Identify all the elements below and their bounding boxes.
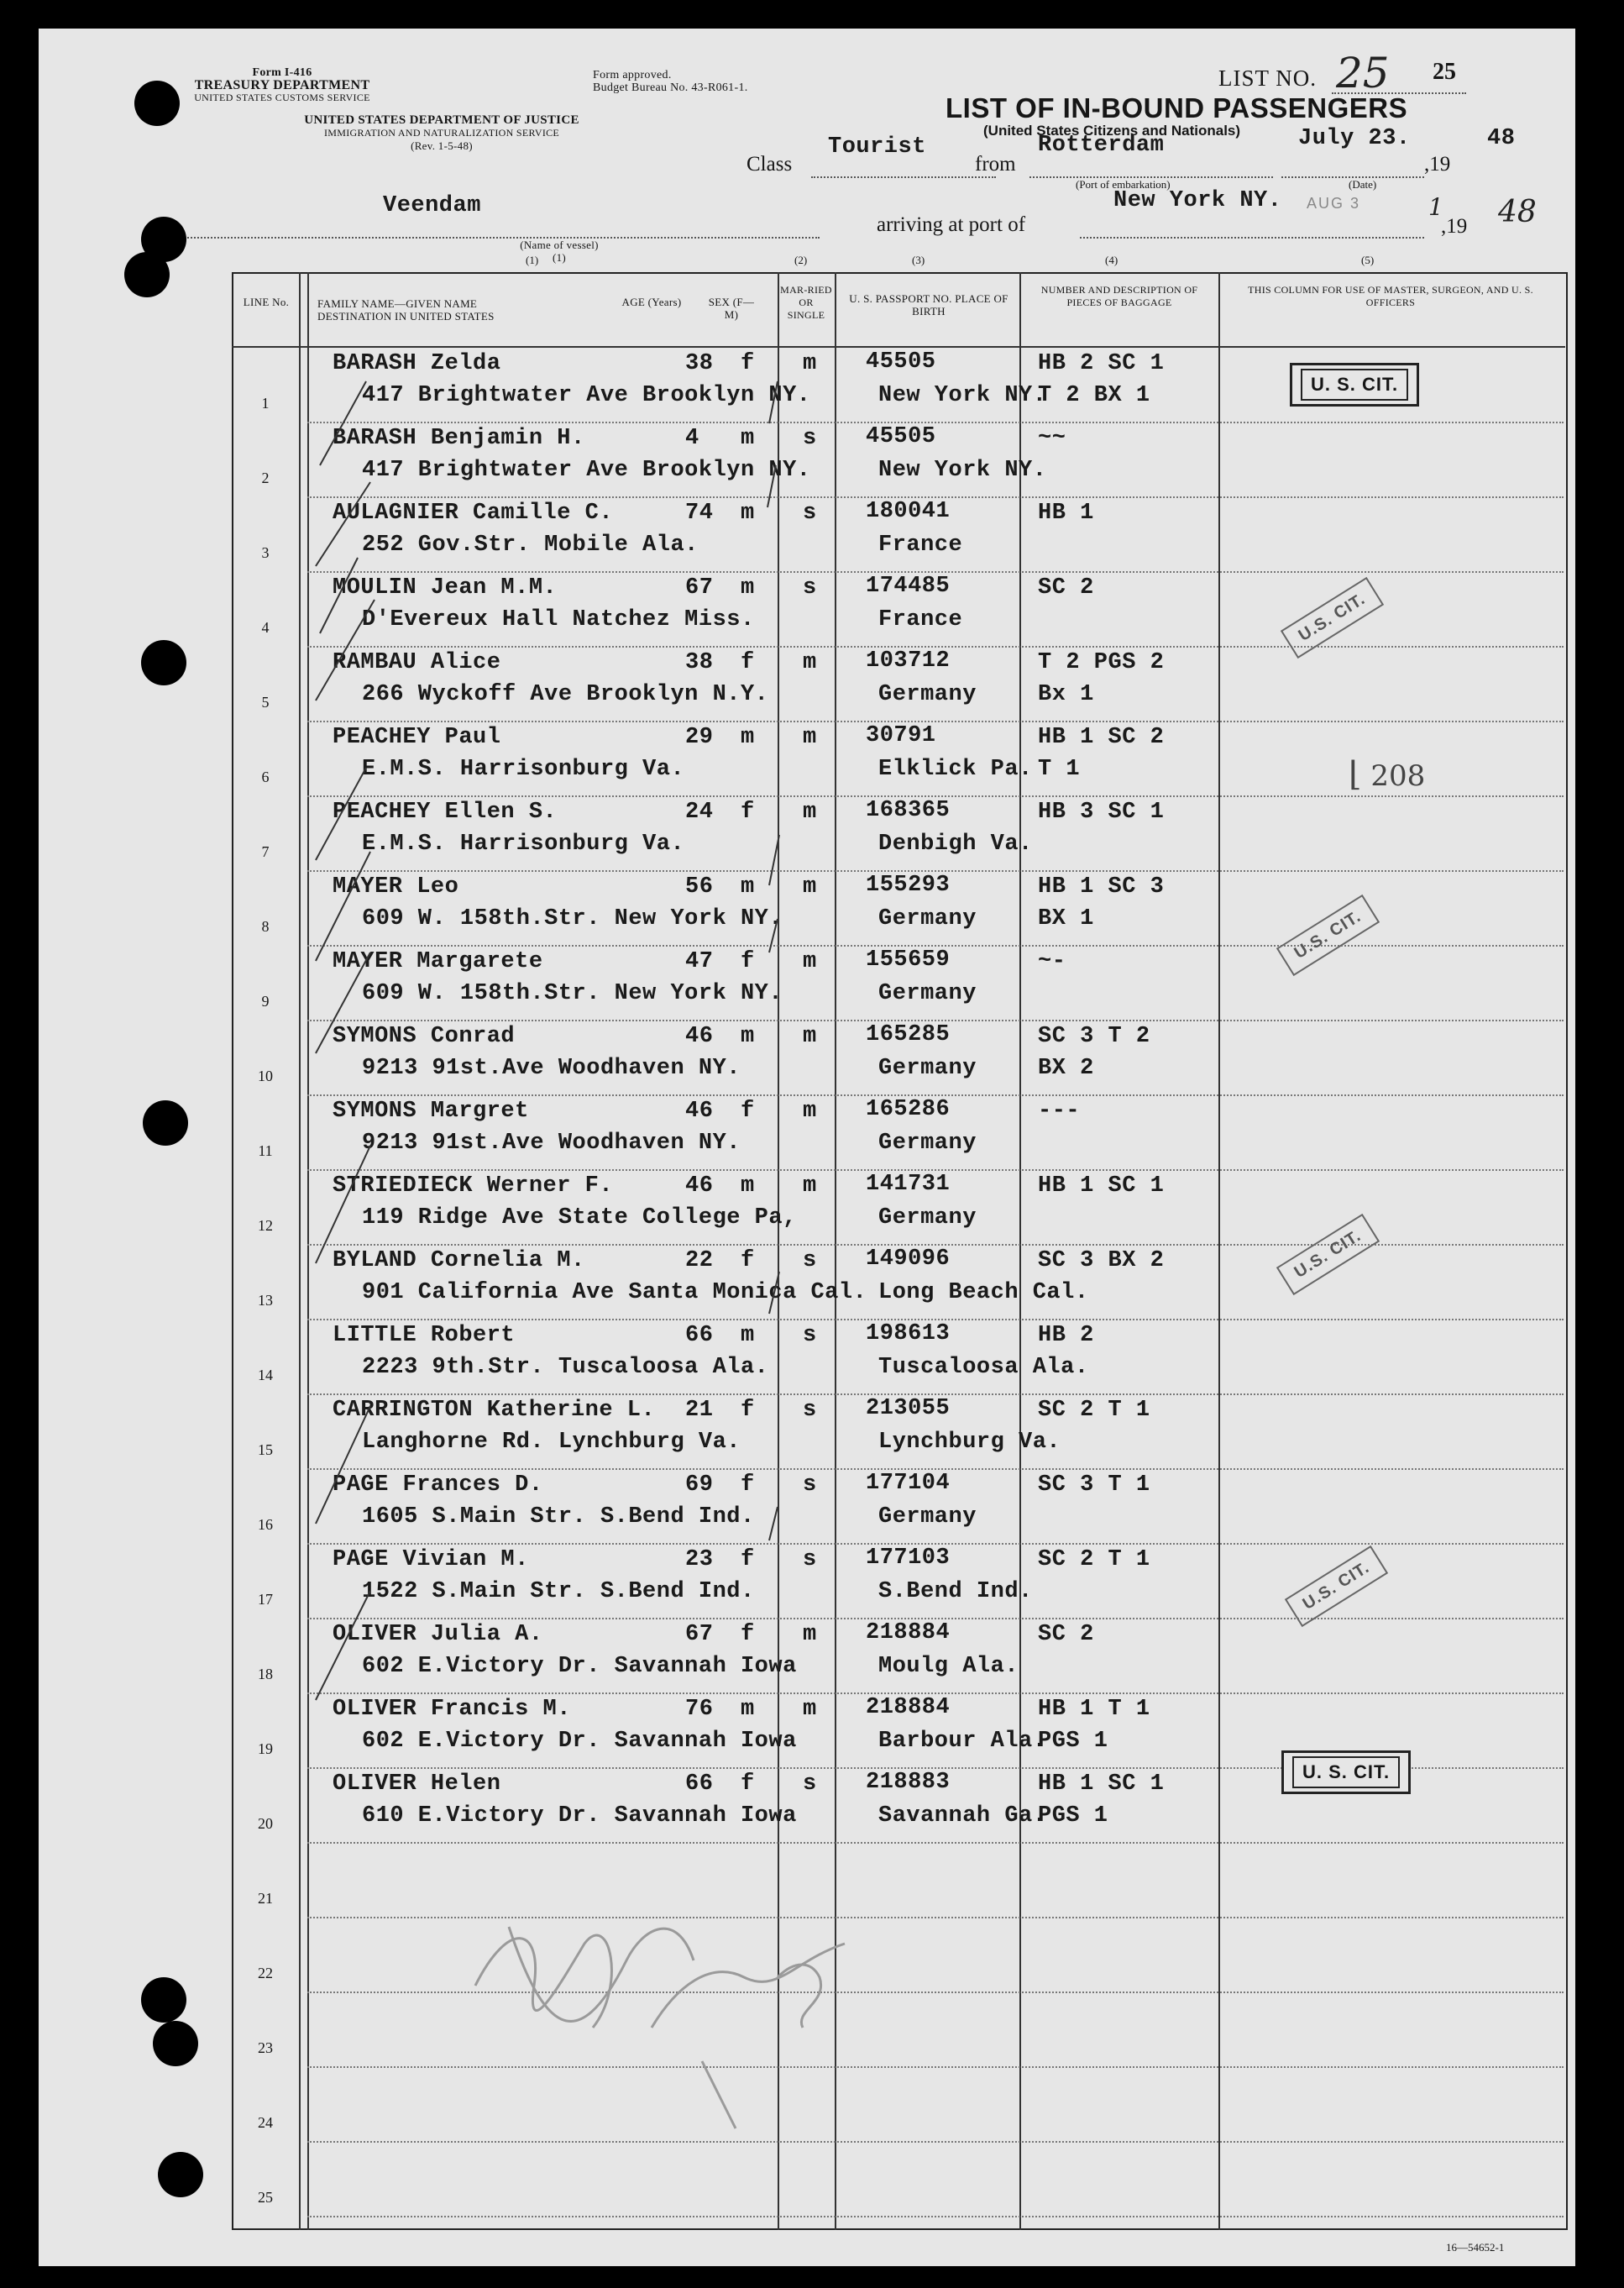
passenger-name: MAYER Leo <box>333 874 459 900</box>
col-num-1: (1) <box>526 254 539 266</box>
line-number: 10 <box>258 1068 273 1084</box>
handwritten-marks <box>39 29 1575 2266</box>
baggage-line-2: BX 1 <box>1038 906 1094 931</box>
line-number: 19 <box>258 1740 273 1757</box>
baggage-line-1: SC 3 T 2 <box>1038 1024 1150 1049</box>
officer-note-text: 208 <box>1370 759 1426 793</box>
arrival-hand-mark: 1 <box>1428 193 1443 221</box>
passenger-sex: f <box>741 351 755 376</box>
destination-address: 252 Gov.Str. Mobile Ala. <box>362 533 699 558</box>
baggage-line-1: HB 3 SC 1 <box>1038 800 1165 825</box>
place-of-birth: Elklick Pa. <box>878 757 1033 782</box>
passenger-sex: f <box>741 1398 755 1423</box>
passenger-sex: f <box>741 1547 755 1572</box>
passport-number: 218884 <box>866 1695 951 1720</box>
passenger-age: 74 <box>685 501 714 526</box>
arriving-value: New York NY. <box>1113 188 1282 213</box>
line-number: 4 <box>261 619 270 636</box>
arrival-year-prefix: ,19 <box>1441 215 1468 238</box>
line-number: 16 <box>258 1516 273 1533</box>
line-number: 3 <box>261 544 270 561</box>
passenger-name: PAGE Frances D. <box>333 1472 543 1498</box>
place-of-birth: Germany <box>878 981 977 1006</box>
passenger-age: 29 <box>685 725 714 750</box>
passenger-sex: f <box>741 1248 755 1273</box>
from-label: from <box>975 153 1016 176</box>
destination-address: D'Evereux Hall Natchez Miss. <box>362 607 755 632</box>
place-of-birth: Germany <box>878 1504 977 1530</box>
passenger-marital: m <box>803 949 817 974</box>
manifest-page <box>39 29 1575 2266</box>
place-of-birth: New York NY. <box>878 458 1047 483</box>
line-number: 18 <box>258 1666 273 1682</box>
signature <box>475 1927 845 2128</box>
baggage-line-1: HB 1 <box>1038 501 1094 526</box>
destination-address: 417 Brightwater Ave Brooklyn NY. <box>362 383 811 408</box>
line-number: 6 <box>261 769 270 785</box>
baggage-line-2: T 1 <box>1038 757 1081 782</box>
from-value: Rotterdam <box>1038 133 1165 158</box>
customs-service: UNITED STATES CUSTOMS SERVICE <box>194 92 370 103</box>
passenger-marital: m <box>803 874 817 900</box>
passenger-name: BARASH Benjamin H. <box>333 426 585 451</box>
passport-number: 218884 <box>866 1620 951 1645</box>
binder-hole <box>158 2152 203 2197</box>
baggage-line-1: ~- <box>1038 949 1066 974</box>
place-of-birth: S.Bend Ind. <box>878 1579 1033 1604</box>
baggage-line-1: HB 1 SC 2 <box>1038 725 1165 750</box>
baggage-line-1: SC 2 T 1 <box>1038 1547 1150 1572</box>
passenger-sex: f <box>741 1771 755 1797</box>
passenger-marital: s <box>803 1398 817 1423</box>
passenger-sex: m <box>741 725 755 750</box>
passenger-marital: s <box>803 1472 817 1498</box>
binder-hole <box>141 640 186 685</box>
passport-number: 174485 <box>866 574 951 599</box>
us-cit-stamp-row-12: U.S. CIT. <box>1276 1214 1380 1295</box>
line-number: 11 <box>258 1142 273 1159</box>
line-number: 13 <box>258 1292 273 1309</box>
passenger-sex: m <box>741 1173 755 1199</box>
destination-address: 1605 S.Main Str. S.Bend Ind. <box>362 1504 755 1530</box>
passenger-age: 67 <box>685 1622 714 1647</box>
baggage-line-1: HB 1 T 1 <box>1038 1697 1150 1722</box>
passenger-sex: m <box>741 1323 755 1348</box>
passenger-name: PEACHEY Ellen S. <box>333 800 558 825</box>
line-number: 25 <box>258 2189 273 2206</box>
passenger-age: 66 <box>685 1771 714 1797</box>
baggage-line-2: BX 2 <box>1038 1056 1094 1081</box>
baggage-line-1: T 2 PGS 2 <box>1038 650 1165 675</box>
passenger-name: OLIVER Julia A. <box>333 1622 543 1647</box>
destination-address: 2223 9th.Str. Tuscaloosa Ala. <box>362 1355 769 1380</box>
passenger-sex: f <box>741 1472 755 1498</box>
passenger-marital: m <box>803 800 817 825</box>
destination-address: 602 E.Victory Dr. Savannah Iowa <box>362 1654 797 1679</box>
passenger-sex: f <box>741 800 755 825</box>
col-num-3: (3) <box>912 254 925 266</box>
passenger-name: BARASH Zelda <box>333 351 501 376</box>
binder-hole <box>141 1977 186 2023</box>
us-cit-stamp-row-4: U.S. CIT. <box>1281 577 1384 659</box>
passenger-name: SYMONS Margret <box>333 1099 529 1124</box>
passport-number: 177103 <box>866 1545 951 1571</box>
baggage-line-1: SC 2 <box>1038 1622 1094 1647</box>
budget-bureau: Budget Bureau No. 43-R061-1. <box>593 81 748 94</box>
place-of-birth: Long Beach Cal. <box>878 1280 1089 1305</box>
passport-number: 165285 <box>866 1022 951 1047</box>
line-number: 12 <box>258 1217 273 1234</box>
passenger-sex: f <box>741 949 755 974</box>
passenger-name: OLIVER Francis M. <box>333 1697 571 1722</box>
col-num-2: (2) <box>794 254 808 266</box>
place-of-birth: Moulg Ala. <box>878 1654 1019 1679</box>
passenger-sex: f <box>741 650 755 675</box>
col-header-sex: SEX (F—M) <box>708 296 755 321</box>
col-header-officers: THIS COLUMN FOR USE OF MASTER, SURGEON, AND U. S. OFFICERS <box>1248 284 1533 308</box>
line-number: 23 <box>258 2039 273 2056</box>
col-header-baggage: NUMBER AND DESCRIPTION OF PIECES OF BAGGAGE <box>1040 284 1198 308</box>
passenger-marital: s <box>803 1547 817 1572</box>
vessel-value: Veendam <box>383 193 481 218</box>
passenger-age: 23 <box>685 1547 714 1572</box>
list-no-handwritten: 25 <box>1336 49 1390 97</box>
passenger-age: 24 <box>685 800 714 825</box>
destination-address: E.M.S. Harrisonburg Va. <box>362 832 685 857</box>
passenger-sex: m <box>741 426 755 451</box>
destination-address: 119 Ridge Ave State College Pa, <box>362 1205 797 1231</box>
place-of-birth: France <box>878 607 963 632</box>
passenger-age: 56 <box>685 874 714 900</box>
baggage-line-1: --- <box>1038 1099 1081 1124</box>
line-number: 15 <box>258 1441 273 1458</box>
passport-number: 45505 <box>866 424 936 449</box>
passenger-age: 66 <box>685 1323 714 1348</box>
passenger-name: OLIVER Helen <box>333 1771 501 1797</box>
destination-address: 9213 91st.Ave Woodhaven NY. <box>362 1056 741 1081</box>
officer-tick-mark: ⌊ <box>1349 755 1362 794</box>
passenger-age: 21 <box>685 1398 714 1423</box>
class-label: Class <box>747 153 793 176</box>
destination-address: 609 W. 158th.Str. New York NY. <box>362 906 783 931</box>
line-number: 22 <box>258 1965 273 1981</box>
passenger-marital: s <box>803 1323 817 1348</box>
place-of-birth: France <box>878 533 963 558</box>
baggage-line-1: SC 3 T 1 <box>1038 1472 1150 1498</box>
list-no-label: LIST NO. <box>1218 66 1318 91</box>
passport-number: 198613 <box>866 1321 951 1346</box>
baggage-line-1: SC 3 BX 2 <box>1038 1248 1165 1273</box>
passport-number: 180041 <box>866 499 951 524</box>
line-number: 17 <box>258 1591 273 1608</box>
class-value: Tourist <box>828 134 926 160</box>
place-of-birth: Lynchburg Va. <box>878 1430 1061 1455</box>
passenger-marital: s <box>803 501 817 526</box>
form-approved: Form approved. <box>593 69 672 81</box>
passenger-sex: f <box>741 1622 755 1647</box>
passenger-marital: m <box>803 1697 817 1722</box>
passenger-name: PEACHEY Paul <box>333 725 501 750</box>
passenger-name: MOULIN Jean M.M. <box>333 575 558 601</box>
passenger-age: 38 <box>685 650 714 675</box>
baggage-line-2: Bx 1 <box>1038 682 1094 707</box>
place-of-birth: Germany <box>878 682 977 707</box>
passenger-age: 76 <box>685 1697 714 1722</box>
baggage-line-1: HB 1 SC 1 <box>1038 1173 1165 1199</box>
passport-number: 141731 <box>866 1172 951 1197</box>
page-subtitle: (United States Citizens and Nationals) <box>983 123 1241 139</box>
line-number: 9 <box>261 993 270 1010</box>
passenger-name: SYMONS Conrad <box>333 1024 516 1049</box>
passenger-sex: m <box>741 874 755 900</box>
passport-number: 168365 <box>866 798 951 823</box>
col-num-4: (4) <box>1105 254 1118 266</box>
destination-address: 609 W. 158th.Str. New York NY. <box>362 981 783 1006</box>
passenger-marital: m <box>803 725 817 750</box>
passenger-sex: m <box>741 1697 755 1722</box>
baggage-line-1: SC 2 T 1 <box>1038 1398 1150 1423</box>
binder-hole <box>134 81 180 126</box>
col-header-destination: DESTINATION IN UNITED STATES <box>317 310 495 323</box>
treasury-dept: TREASURY DEPARTMENT <box>194 78 370 92</box>
passport-number: 155293 <box>866 873 951 898</box>
place-of-birth: Germany <box>878 906 977 931</box>
line-number: 2 <box>261 470 270 486</box>
col-num-5: (5) <box>1361 254 1375 266</box>
baggage-line-2: PGS 1 <box>1038 1803 1108 1829</box>
passenger-sex: m <box>741 575 755 601</box>
revision: (Rev. 1-5-48) <box>411 139 473 152</box>
passenger-sex: m <box>741 501 755 526</box>
tick-mark <box>320 381 366 465</box>
passenger-name: LITTLE Robert <box>333 1323 516 1348</box>
passenger-age: 38 <box>685 351 714 376</box>
list-no-typed: 25 <box>1433 59 1456 85</box>
baggage-line-2: PGS 1 <box>1038 1729 1108 1754</box>
place-of-birth: Germany <box>878 1056 977 1081</box>
passenger-marital: m <box>803 1024 817 1049</box>
baggage-line-1: HB 1 SC 1 <box>1038 1771 1165 1797</box>
passenger-sex: f <box>741 1099 755 1124</box>
destination-address: 602 E.Victory Dr. Savannah Iowa <box>362 1729 797 1754</box>
stamp-text: U. S. CIT. <box>1292 1756 1400 1788</box>
passport-number: 30791 <box>866 723 936 748</box>
passenger-age: 47 <box>685 949 714 974</box>
passenger-marital: s <box>803 1771 817 1797</box>
immigration-service: IMMIGRATION AND NATURALIZATION SERVICE <box>323 127 560 139</box>
baggage-line-1: HB 2 <box>1038 1323 1094 1348</box>
line-number: 7 <box>261 843 270 860</box>
place-of-birth: Tuscaloosa Ala. <box>878 1355 1089 1380</box>
page-title: LIST OF IN-BOUND PASSENGERS <box>946 92 1408 123</box>
us-cit-stamp-row-17: U.S. CIT. <box>1285 1545 1388 1627</box>
passenger-sex: m <box>741 1024 755 1049</box>
line-number: 24 <box>258 2114 273 2131</box>
passenger-name: CARRINGTON Katherine L. <box>333 1398 656 1423</box>
passenger-name: AULAGNIER Camille C. <box>333 501 614 526</box>
port-embark-caption: (Port of embarkation) <box>1076 178 1171 191</box>
baggage-line-1: HB 2 SC 1 <box>1038 351 1165 376</box>
baggage-line-1: ~~ <box>1038 426 1066 451</box>
year-value: 48 <box>1487 126 1516 151</box>
col-header-passport: U. S. PASSPORT NO. PLACE OF BIRTH <box>849 292 1008 317</box>
baggage-line-1: HB 1 SC 3 <box>1038 874 1165 900</box>
year-prefix: ,19 <box>1424 153 1451 176</box>
passenger-age: 46 <box>685 1024 714 1049</box>
passenger-name: STRIEDIECK Werner F. <box>333 1173 614 1199</box>
line-number: 21 <box>258 1890 273 1907</box>
col-header-line-no: LINE No. <box>243 296 290 308</box>
line-number: 8 <box>261 918 270 935</box>
line-number: 1 <box>261 395 270 412</box>
passenger-age: 46 <box>685 1099 714 1124</box>
place-of-birth: Germany <box>878 1205 977 1231</box>
col-header-age: AGE (Years) <box>621 296 682 308</box>
line-number: 5 <box>261 694 270 711</box>
arrival-date-stamp: AUG 3 <box>1307 195 1361 212</box>
passenger-name: PAGE Vivian M. <box>333 1547 529 1572</box>
col-header-name-text: FAMILY NAME—GIVEN NAME <box>317 297 478 310</box>
passenger-age: 69 <box>685 1472 714 1498</box>
baggage-line-2: T 2 BX 1 <box>1038 383 1150 408</box>
footer-code: 16—54652-1 <box>1446 2241 1505 2254</box>
binder-hole <box>153 2021 198 2066</box>
passenger-name: RAMBAU Alice <box>333 650 501 675</box>
date-caption: (Date) <box>1349 178 1377 191</box>
passenger-marital: m <box>803 1099 817 1124</box>
passenger-age: 67 <box>685 575 714 601</box>
passenger-marital: m <box>803 1622 817 1647</box>
passport-number: 213055 <box>866 1396 951 1421</box>
date-value: July 23. <box>1298 126 1411 151</box>
vessel-caption-num: (1) <box>552 251 567 264</box>
passport-number: 177104 <box>866 1471 951 1496</box>
destination-address: Langhorne Rd. Lynchburg Va. <box>362 1430 741 1455</box>
justice-dept: UNITED STATES DEPARTMENT OF JUSTICE <box>304 113 579 127</box>
passenger-marital: s <box>803 575 817 601</box>
passenger-age: 46 <box>685 1173 714 1199</box>
arrival-year-hand: 48 <box>1498 195 1537 229</box>
line-number: 14 <box>258 1367 273 1383</box>
passport-number: 155659 <box>866 947 951 973</box>
passport-number: 165286 <box>866 1097 951 1122</box>
destination-address: 1522 S.Main Str. S.Bend Ind. <box>362 1579 755 1604</box>
passport-number: 45505 <box>866 349 936 375</box>
form-id: Form I-416 <box>252 66 312 79</box>
baggage-line-1: SC 2 <box>1038 575 1094 601</box>
passport-number: 218883 <box>866 1770 951 1795</box>
place-of-birth: Denbigh Va. <box>878 832 1033 857</box>
destination-address: E.M.S. Harrisonburg Va. <box>362 757 685 782</box>
binder-hole <box>143 1100 188 1146</box>
passport-number: 149096 <box>866 1246 951 1272</box>
col-header-married: MAR-RIED OR SINGLE <box>780 284 832 321</box>
passenger-name: BYLAND Cornelia M. <box>333 1248 585 1273</box>
passenger-marital: m <box>803 351 817 376</box>
passenger-age: 22 <box>685 1248 714 1273</box>
passenger-marital: s <box>803 1248 817 1273</box>
place-of-birth: Savannah Ga. <box>878 1803 1047 1829</box>
place-of-birth: New York NY. <box>878 383 1047 408</box>
binder-hole <box>124 252 170 297</box>
passport-number: 103712 <box>866 648 951 674</box>
passenger-marital: s <box>803 426 817 451</box>
destination-address: 901 California Ave Santa Monica Cal. <box>362 1280 867 1305</box>
line-number: 20 <box>258 1815 273 1832</box>
place-of-birth: Germany <box>878 1131 977 1156</box>
vessel-caption-text: (Name of vessel) <box>520 239 599 251</box>
destination-address: 266 Wyckoff Ave Brooklyn N.Y. <box>362 682 769 707</box>
destination-address: 417 Brightwater Ave Brooklyn NY. <box>362 458 811 483</box>
destination-address: 610 E.Victory Dr. Savannah Iowa <box>362 1803 797 1829</box>
passenger-marital: m <box>803 1173 817 1199</box>
arriving-label: arriving at port of <box>877 213 1026 236</box>
passenger-age: 4 <box>685 426 699 451</box>
destination-address: 9213 91st.Ave Woodhaven NY. <box>362 1131 741 1156</box>
passenger-marital: m <box>803 650 817 675</box>
us-cit-stamp-row-8: U.S. CIT. <box>1276 895 1380 976</box>
stamp-text: U. S. CIT. <box>1301 369 1408 401</box>
passenger-name: MAYER Margarete <box>333 949 543 974</box>
place-of-birth: Barbour Ala. <box>878 1729 1047 1754</box>
